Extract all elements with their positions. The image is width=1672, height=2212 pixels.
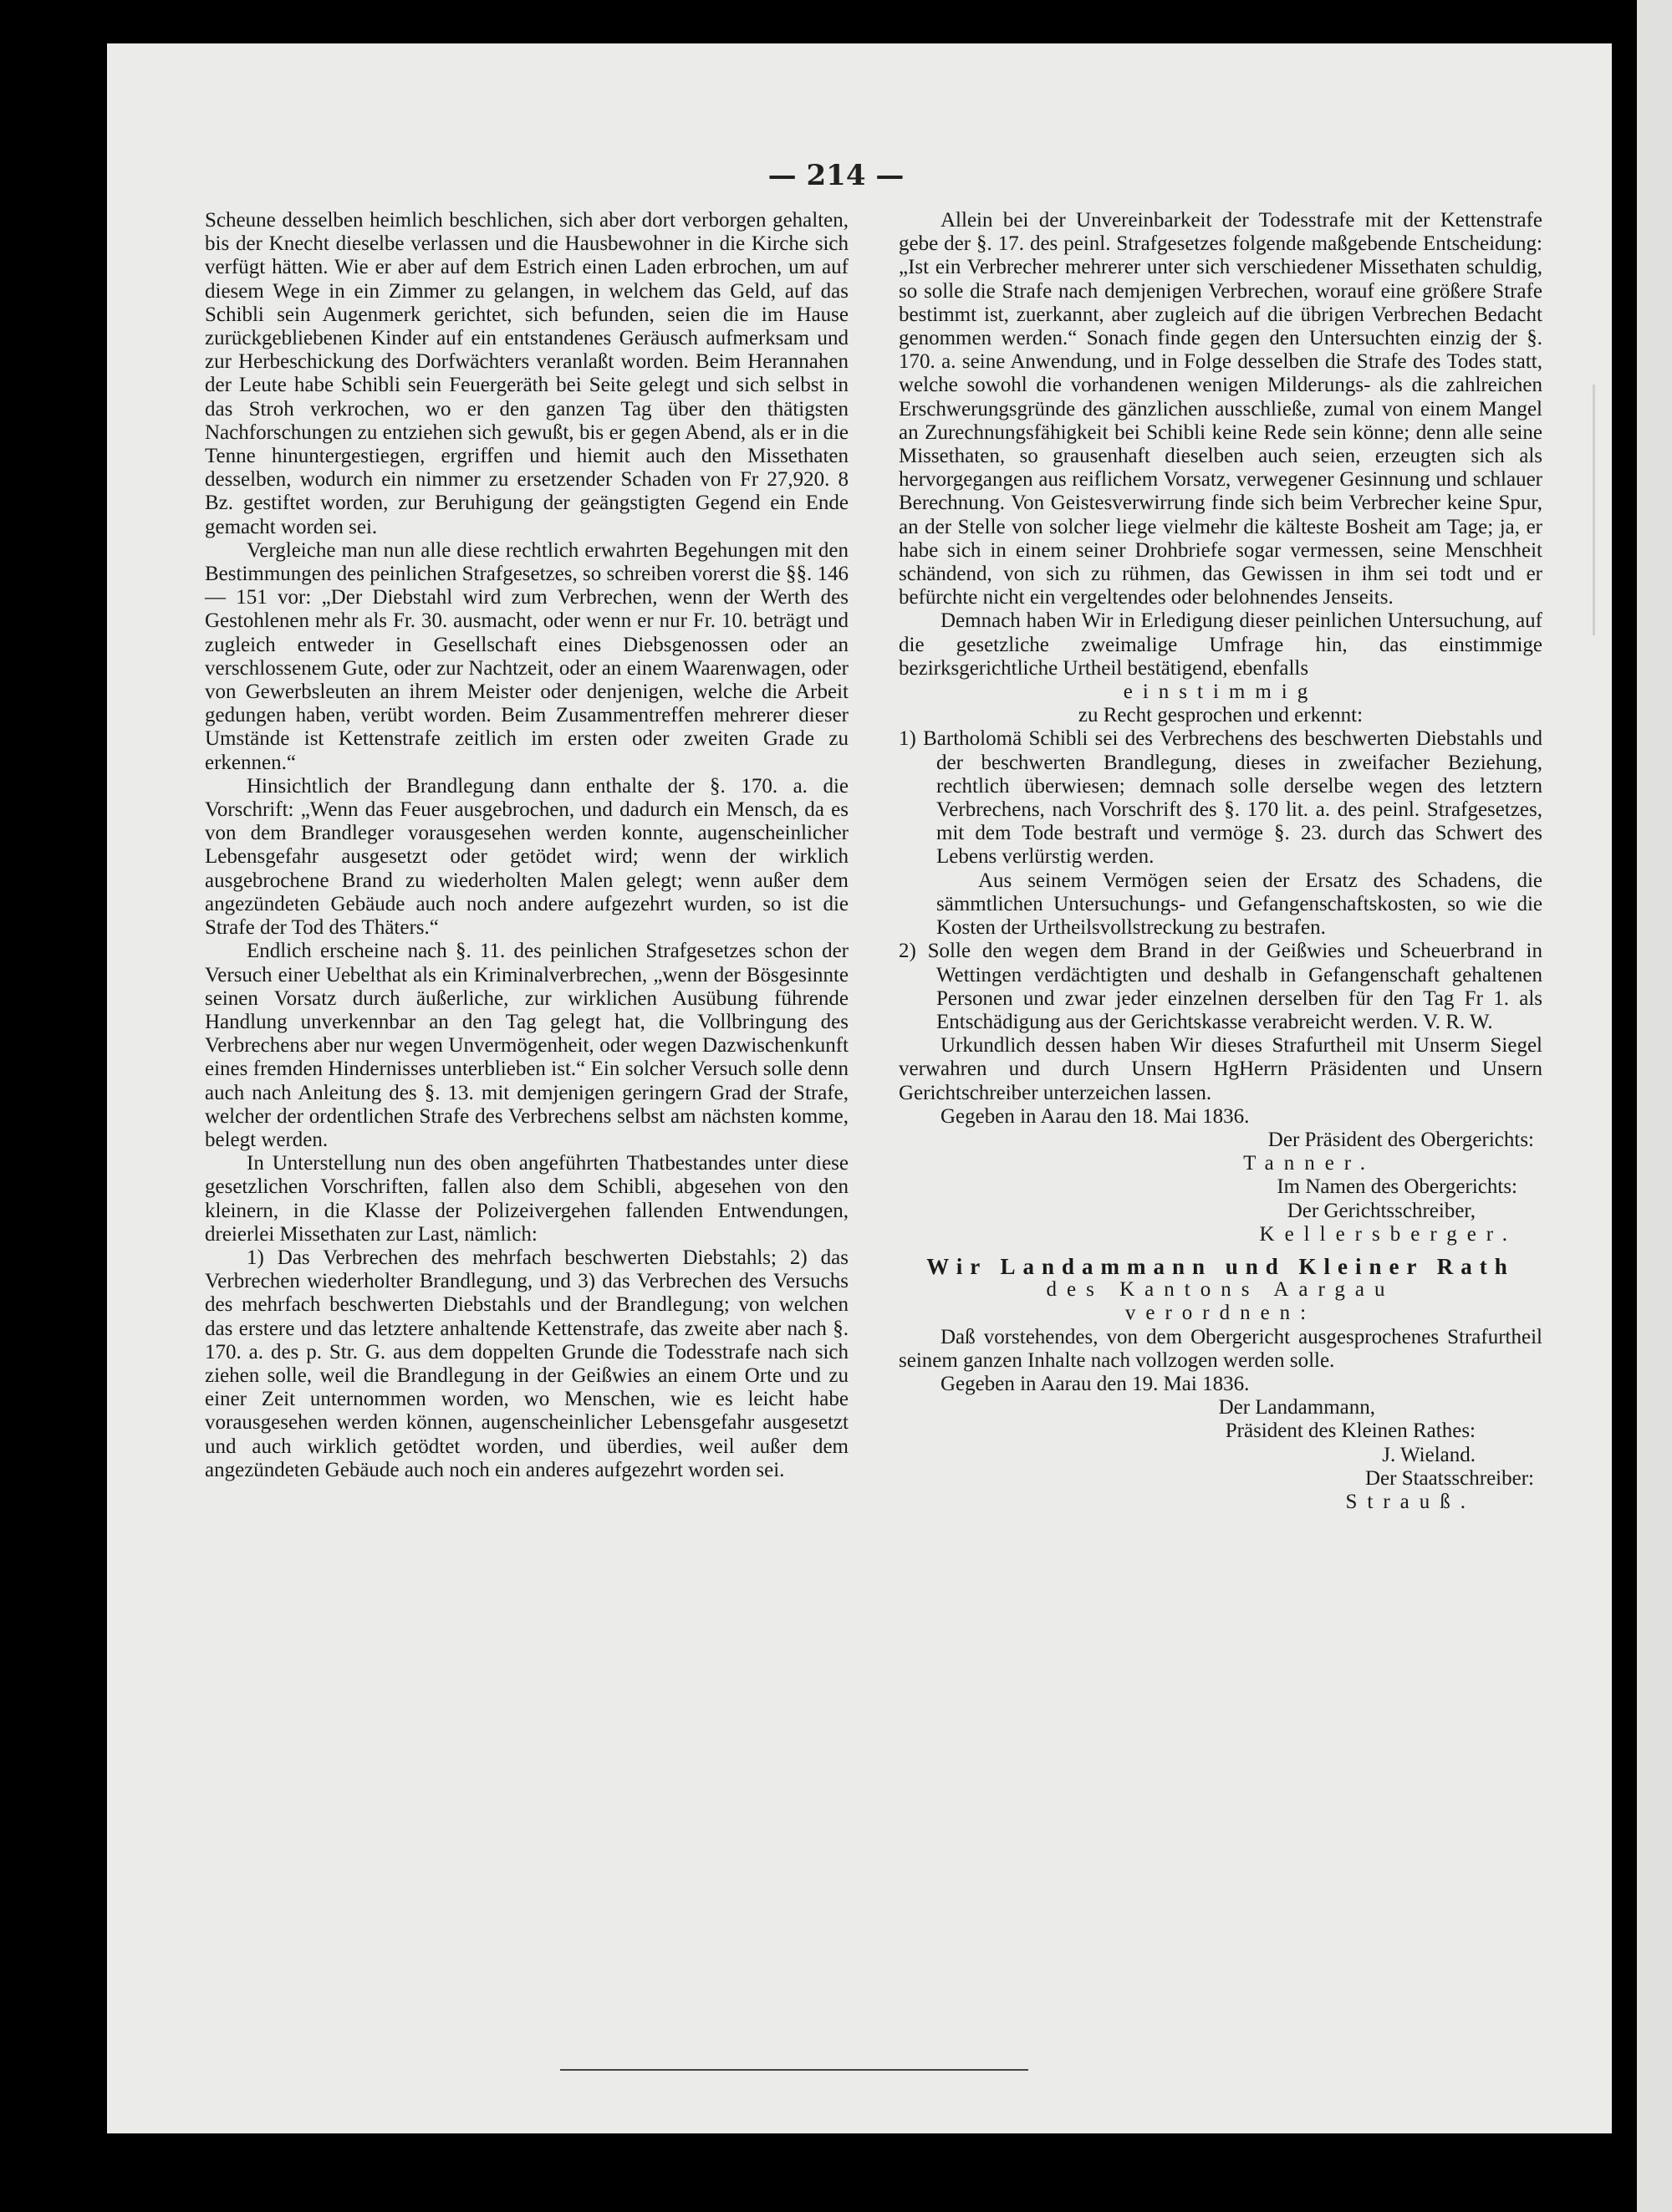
paragraph: Vergleiche man nun alle diese rechtlich erwahrten Begehungen mit den Bestimmungen des peinlichen Strafgesetzes, so schreiben vorerst die §§. 146 — 151 vor: „Der Diebstahl wird zum Verbrechen, wenn der Werth des Gestohlenen mehr als Fr. 30. ausmacht, oder wenn er nur Fr. 10. beträgt und zugleich entweder in Gesellschaft eines Diebsgenossen oder an verschlossenem Gute, oder zur Nachtzeit, oder an einem Waarenwagen, oder von Gewerbsleuten an ihrem Meister oder denjenigen, welche die Arbeit gedungen haben, verübt worden. Beim Zusammentreffen mehrerer dieser Umstände ist Kettenstrafe zeitlich im ersten oder zweiten Grade zu erkennen.“ [205,538,849,774]
paragraph: In Unterstellung nun des oben angeführten Thatbestandes unter diese gesetzlichen Vorschriften, fallen also dem Schibli, abgesehen von den kleinern, in die Klasse der Polizeivergehen fallenden Entwendungen, dreierlei Missethaten zur Last, nämlich: [205,1152,849,1246]
signature-title: Der Staatsschreiber: [1364,1466,1534,1490]
decree-heading: Wir Landammann und Kleiner Rath [926,1253,1515,1279]
date-line: Gegeben in Aarau den 19. Mai 1836. [940,1372,1250,1395]
right-column [899,209,1542,1514]
signature-name: Strauß. [1345,1490,1476,1513]
paragraph: Demnach haben Wir in Erledigung dieser peinlichen Untersuchung, auf die gesetzliche zweimalige Umfrage hin, das einstimmige bezirksgerichtliche Urtheil bestätigend, ebenfalls [899,609,1542,680]
signature-title: Der Präsident des Obergerichts: [1267,1128,1534,1151]
page-number: — 214 — [767,159,905,192]
signature-title: Der Landammann, [1218,1396,1375,1419]
verdict-item-1: 1) Bartholomä Schibli sei des Verbrechens des beschwerten Diebstahls und der beschwerten Brandlegung, dieses in zweifacher Beziehung, rechtlich überwiesen; demnach solle derselbe wegen des letztern Verbrechens, nach Vorschrift des §. 170 lit. a. des peinl. Strafgesetzes, mit dem Tode bestraft und vermöge §. 23. durch das Schwert des Lebens verlürstig werden. [899,727,1542,869]
decree-text: Daß vorstehendes, von dem Obergericht ausgesprochenes Strafurtheil seinem ganzen Inhalte nach vollzogen werden solle. [899,1325,1542,1372]
paragraph: 1) Das Verbrechen des mehrfach beschwerten Diebstahls; 2) das Verbrechen wiederholter Brandlegung, und 3) das Verbrechen des Versuchs des mehrfach beschwerten Diebstahls und der Brandlegung; von welchen das erstere und das letztere anhaltende Kettenstrafe, das zweite aber nach §. 170. a. des p. Str. G. aus dem doppelten Grunde die Todesstrafe nach sich ziehen solle, weil die Brandlegung in der Geißwies an einem Orte und zu einer Zeit unternommen worden, wo Menschen, wie es leicht habe vorausgesehen werden können, augenscheinlicher Lebensgefahr ausgesetzt und auch wirklich getödtet worden, und überdies, weil außer dem angezündeten Gebäude auch noch ein anderes aufgezehrt worden sei. [205,1246,849,1481]
margin-mark [1593,385,1595,635]
paragraph: Scheune desselben heimlich beschlichen, sich aber dort verborgen gehalten, bis der Knecht dieselbe verlassen und die Hausbewohner in die Kirche sich verfügt hätten. Wie er aber auf dem Estrich einen Laden erbrochen, um auf diesem Wege in ein Zimmer zu gelangen, in welchem das Geld, auf das Schibli sein Augenmerk gerichtet, sich befunden, seien die im Hause zurückgebliebenen Kinder auf ein entstandenes Geräusch aufmerksam und zur Herbeschickung des Dorfwächters veranlaßt worden. Beim Herannahen der Leute habe Schibli sein Feuergeräth bei Seite gelegt und sich selbst in das Stroh verkrochen, wo er den ganzen Tag über den thätigsten Nachforschungen zu entziehen sich gewußt, bis er gegen Abend, als er in die Tenne hinuntergestiegen, ergriffen und hiemit auch den Missethaten desselben, wodurch ein nimmer zu ersetzender Schaden von Fr 27,920. 8 Bz. gestiftet worden, zur Beruhigung der geängstigten Gegend ein Ende gemacht worden sei. [205,209,849,538]
date-line: Gegeben in Aarau den 18. Mai 1836. [940,1104,1250,1128]
signature-name: J. Wieland. [1382,1443,1476,1466]
decree-verb: verordnen: [1124,1302,1317,1325]
verdict-item-2: 2) Solle den wegen dem Brand in der Geißwies und Scheuerbrand in Wettingen verdächtigten und deshalb in Gefangenschaft gehaltenen Personen und zwar jeder einzelnen derselben für den Tag Fr 1. als Entschädigung aus der Gerichtskasse verabreicht werden. V. R. W. [899,940,1542,1033]
signature-title: Im Namen des Obergerichts: [1277,1175,1517,1199]
paragraph: Endlich erscheine nach §. 11. des peinlichen Strafgesetzes schon der Versuch einer Uebelthat als ein Kriminalverbrechen, „wenn der Bösgesinnte seinen Vorsatz durch äußerliche, zur wirklichen Ausübung führende Handlung unverkennbar an den Tag gelegt hat, die Vollbringung des Verbrechens aber nur wegen Unvermögenheit, oder wegen Dazwischenkunft eines fremden Hindernisses unterblieben ist.“ Ein solcher Versuch solle denn auch nach Anleitung des §. 13. mit demjenigen geringern Grad der Strafe, welcher der ordentlichen Strafe des Verbrechens selbst am nächsten komme, belegt werden. [205,940,849,1151]
page-edge-gap [1612,0,1637,2212]
next-page-edge [1637,0,1672,2212]
signature-name: Tanner. [1243,1152,1375,1175]
paragraph: Hinsichtlich der Brandlegung dann enthalte der §. 170. a. die Vorschrift: „Wenn das Feuer ausgebrochen, und dadurch ein Mensch, da es von dem Brandleger vorausgesehen werden konnte, augenscheinlicher Lebensgefahr ausgesetzt oder getödet wird; wenn der wirklich ausgebrochene Brand zu wiederholten Malen gelegt; wenn außer dem angezündeten Gebäude auch noch andere aufgezehrt wurden, so ist die Strafe der Tod des Thäters.“ [205,774,849,940]
einstimmig-heading: einstimmig [1123,680,1318,704]
paragraph: Urkundlich dessen haben Wir dieses Strafurtheil mit Unserm Siegel verwahren und durch Unsern HgHerrn Präsidenten und Unsern Gerichtschreiber unterzeichen lassen. [899,1034,1542,1104]
signature-name: Kellersberger. [1259,1222,1517,1246]
decree-subheading: des Kantons Aargau [1046,1278,1395,1302]
closing-rule [560,2069,1028,2071]
signature-subtitle: Der Gerichtsschreiber, [1287,1199,1476,1222]
paragraph: Allein bei der Unvereinbarkeit der Todesstrafe mit der Kettenstrafe gebe der §. 17. des peinl. Strafgesetzes folgende maßgebende Entscheidung: „Ist ein Verbrecher mehrerer unter sich verschiedener Missethaten schuldig, so solle die Strafe nach demjenigen Verbrechen, worauf eine größere Strafe bestimmt ist, zuerkannt, aber zugleich auf die übrigen Verbrechen Bedacht genommen werden.“ Sonach finde gegen den Untersuchten einzig der §. 170. a. seine Anwendung, und in Folge desselben die Strafe des Todes statt, welche sowohl die vorhandenen wenigen Milderungs- als die zahlreichen Erschwerungsgründe des gänzlichen ausschließe, zumal von einem Mangel an Zurechnungsfähigkeit bei Schibli keine Rede sein könne; denn alle seine Missethaten, so grausenhaft dieselben auch seien, erzeugten sich als hervorgegangen aus reiflichem Vorsatz, verwegener Gesinnung und schlauer Berechnung. Von Geistesverwirrung finde sich beim Verbrecher keine Spur, an der Stelle von solcher liege vielmehr die kälteste Bosheit am Tage; ja, er habe sich in einem seiner Drohbriefe sogar vermessen, seine Menschheit schändend, von sich zu rühmen, das Gewissen in ihm sei todt und er befürchte nicht ein vergeltendes oder belohnendes Jenseits. [899,209,1542,609]
verdict-heading: zu Recht gesprochen und erkennt: [1078,704,1364,727]
left-column [205,209,849,1482]
verdict-item-1b: Aus seinem Vermögen seien der Ersatz des Schadens, die sämmtlichen Untersuchungs- und Gefangenschaftskosten, so wie die Kosten der Urtheilsvollstreckung zu bestrafen. [936,869,1542,940]
signature-subtitle: Präsident des Kleinen Rathes: [1225,1419,1476,1443]
